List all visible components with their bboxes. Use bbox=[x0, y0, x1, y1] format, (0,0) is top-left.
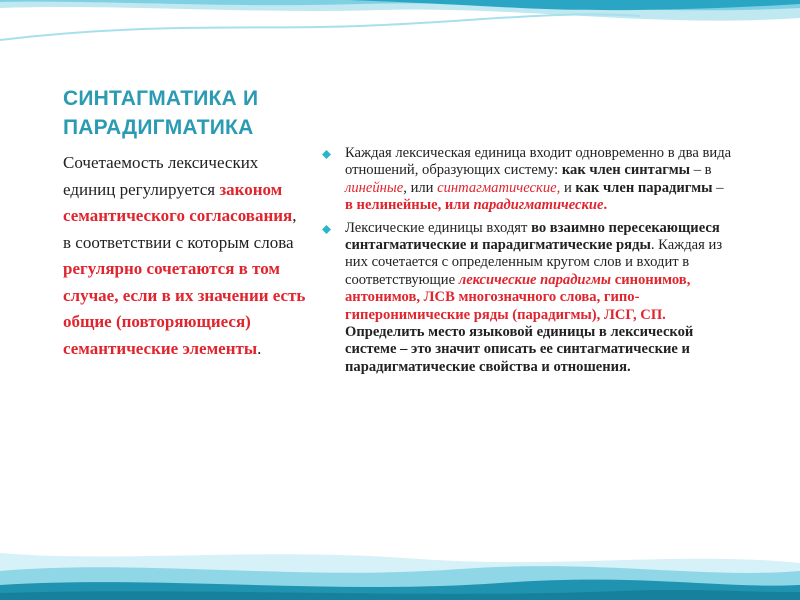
left-text-3: . bbox=[257, 338, 262, 358]
bullet-item-2 bbox=[322, 220, 734, 377]
bullet-item-1 bbox=[322, 145, 734, 215]
left-highlight-law: законом семантического согласования bbox=[63, 179, 293, 225]
bullet-2-lexical-paradigms: лексические парадигмы bbox=[458, 271, 612, 288]
bullet-1-text-2: – в bbox=[690, 162, 712, 179]
bullet-2-series: во взаимно пересекающиеся синтагматические и парадигматические ряды bbox=[345, 219, 720, 254]
bullet-1-syntagma: как член синтагмы bbox=[561, 162, 691, 179]
bullet-2-conclusion: Определить место языковой единицы в лексической системе – это значит описать ее синтагматические и парадигматические свойства и отношения. bbox=[345, 324, 694, 375]
bullet-1-text-4: и bbox=[560, 179, 576, 196]
left-highlight-regular: регулярно сочетаются в том случае, если в их значении есть общие (повторяющиеся) семантические элементы bbox=[63, 259, 306, 358]
bullet-2-text-1: Лексические единицы входят bbox=[345, 219, 532, 236]
left-paragraph bbox=[63, 150, 308, 362]
diamond-bullet-icon bbox=[322, 225, 331, 234]
bullet-1-paradigm: как член парадигмы bbox=[575, 179, 713, 196]
diamond-bullet-icon bbox=[322, 150, 331, 159]
bullet-1-paradigmatic: парадигматические bbox=[473, 197, 604, 214]
bullet-1-text-3: , или bbox=[403, 179, 438, 196]
top-wave-decoration bbox=[0, 0, 800, 70]
bullet-list bbox=[322, 145, 734, 381]
bullet-1-nonlinear: в нелинейные, или bbox=[345, 197, 474, 214]
bullet-1-end: . bbox=[603, 197, 608, 214]
bullet-1-text-1: Каждая лексическая единица входит одновременно в два вида отношений, образующих систему: bbox=[345, 145, 732, 179]
bullet-1-syntagmatic: синтагматические, bbox=[437, 179, 561, 196]
left-text-2: , в соответствии с которым слова bbox=[63, 206, 297, 252]
bullet-1-text-5: – bbox=[712, 179, 724, 196]
slide-title: СИНТАГМАТИКА И ПАРАДИГМАТИКА bbox=[63, 87, 259, 139]
bullet-1-linear: линейные bbox=[345, 179, 404, 196]
bullet-2-text-2: . Каждая из них сочетается с определенным кругом слов и входит в соответствующие bbox=[345, 237, 723, 288]
left-text-1: Сочетаемость лексических единиц регулируется bbox=[63, 153, 259, 199]
bottom-wave-decoration bbox=[0, 545, 800, 600]
bullet-2-synonyms: синонимов, антонимов, ЛСВ многозначного слова, гипо-гиперонимические ряды (парадигмы), ЛСГ, СП. bbox=[345, 271, 691, 323]
